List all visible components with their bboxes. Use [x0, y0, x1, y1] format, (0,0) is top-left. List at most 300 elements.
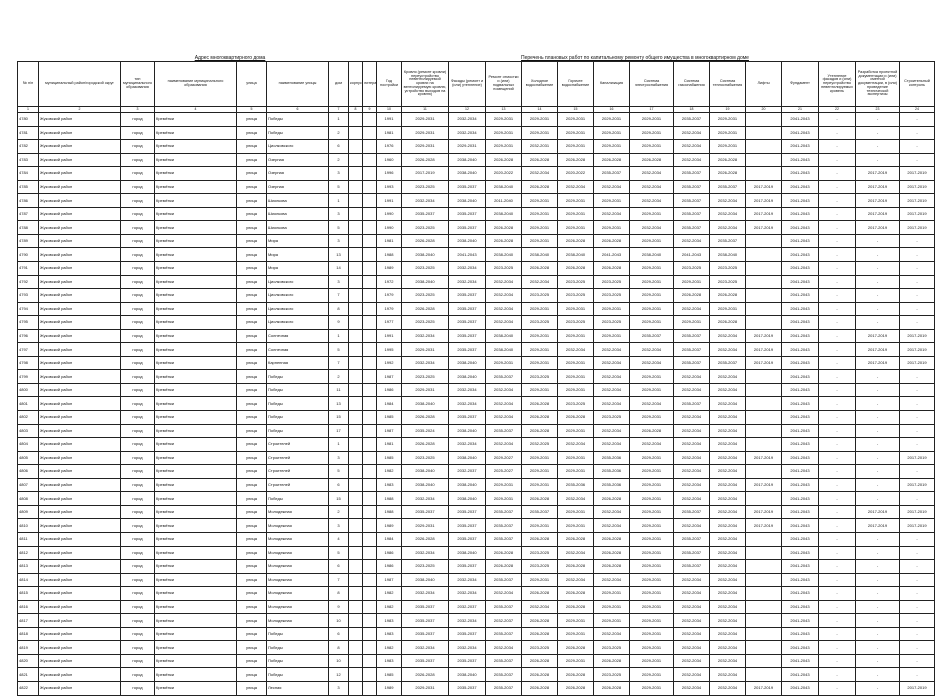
- table-cell: 2035-2037: [710, 356, 746, 370]
- column-number: 19: [710, 107, 746, 113]
- table-cell: город: [121, 465, 155, 479]
- table-cell: 2038-2040: [402, 248, 449, 262]
- table-cell: 3: [329, 451, 349, 465]
- table-cell: Жуковский район: [39, 573, 121, 587]
- table-cell: улица: [237, 113, 267, 127]
- table-cell: 2017-2019: [856, 505, 900, 519]
- table-cell: 2029-2031: [522, 573, 558, 587]
- table-cell: 2032-2034: [486, 587, 522, 601]
- table-cell: 2026-2028: [594, 681, 630, 695]
- table-cell: 2029-2031: [630, 207, 674, 221]
- table-cell: Кремёнки: [155, 343, 237, 357]
- table-cell: Мира: [267, 234, 329, 248]
- table-cell: Кремёнки: [155, 600, 237, 614]
- table-cell: [746, 316, 782, 330]
- table-cell: 2038-2040: [710, 248, 746, 262]
- column-number: 6: [267, 107, 329, 113]
- table-cell: улица: [237, 316, 267, 330]
- table-cell: 2029-2031: [630, 519, 674, 533]
- table-cell: 4784: [18, 167, 39, 181]
- table-cell: город: [121, 207, 155, 221]
- column-header: № п/п: [18, 62, 39, 107]
- table-cell: 4808: [18, 492, 39, 506]
- table-cell: 2017-2019: [402, 167, 449, 181]
- table-cell: 11: [329, 383, 349, 397]
- table-cell: [363, 180, 377, 194]
- table-row: [18, 397, 935, 411]
- column-header: улица: [237, 62, 267, 107]
- table-cell: 2041-2043: [782, 194, 819, 208]
- table-cell: 2029-2031: [630, 505, 674, 519]
- table-cell: [349, 194, 363, 208]
- table-cell: 2038-2040: [402, 465, 449, 479]
- column-header: Холодное водоснабжение: [522, 62, 558, 107]
- table-cell: 2041-2043: [782, 383, 819, 397]
- table-cell: 2032-2034: [402, 356, 449, 370]
- table-cell: 2032-2034: [710, 505, 746, 519]
- table-cell: 4783: [18, 153, 39, 167]
- table-cell: 2032-2034: [674, 424, 710, 438]
- table-cell: 2029-2031: [558, 654, 594, 668]
- table-cell: 2032-2034: [449, 275, 486, 289]
- table-cell: 2041-2043: [782, 505, 819, 519]
- table-cell: 2035-2037: [486, 519, 522, 533]
- table-cell: 2017-2019: [856, 221, 900, 235]
- column-number: 2: [39, 107, 121, 113]
- table-cell: 2026-2028: [522, 532, 558, 546]
- table-cell: улица: [237, 681, 267, 695]
- table-cell: 2029-2031: [402, 383, 449, 397]
- table-cell: 2017-2019: [900, 180, 935, 194]
- table-cell: 2017-2019: [746, 505, 782, 519]
- table-cell: 2041-2043: [782, 627, 819, 641]
- table-cell: 2029-2031: [594, 329, 630, 343]
- table-cell: 8: [329, 302, 349, 316]
- table-cell: 2023-2025: [558, 289, 594, 303]
- table-cell: 2023-2025: [674, 262, 710, 276]
- table-cell: 4813: [18, 560, 39, 574]
- table-cell: улица: [237, 492, 267, 506]
- table-cell: 2032-2031: [522, 140, 558, 154]
- table-cell: 4810: [18, 519, 39, 533]
- table-cell: -: [819, 329, 856, 343]
- table-row: [18, 614, 935, 628]
- table-cell: 4815: [18, 587, 39, 601]
- table-cell: [349, 275, 363, 289]
- table-cell: улица: [237, 465, 267, 479]
- table-cell: город: [121, 302, 155, 316]
- table-cell: -: [900, 275, 935, 289]
- table-cell: 2017-2019: [746, 478, 782, 492]
- table-cell: 13: [329, 397, 349, 411]
- table-cell: 3: [329, 275, 349, 289]
- table-cell: 2032-2034: [710, 546, 746, 560]
- table-cell: [349, 411, 363, 425]
- table-cell: 2035-2037: [402, 207, 449, 221]
- table-cell: 2035-2037: [674, 505, 710, 519]
- table-cell: 1984: [377, 532, 402, 546]
- table-cell: 2029-2031: [558, 113, 594, 127]
- table-cell: 2020-2022: [558, 167, 594, 181]
- table-cell: [349, 627, 363, 641]
- table-cell: -: [900, 492, 935, 506]
- column-header: Фасады (ремонт и (или) утепление): [449, 62, 486, 107]
- table-cell: -: [819, 600, 856, 614]
- table-cell: 2017-2019: [900, 519, 935, 533]
- table-cell: Строителей: [267, 465, 329, 479]
- table-cell: [349, 505, 363, 519]
- table-cell: улица: [237, 275, 267, 289]
- table-cell: 4819: [18, 641, 39, 655]
- table-cell: -: [900, 126, 935, 140]
- table-cell: 2029-2031: [594, 614, 630, 628]
- table-cell: 2026-2028: [594, 654, 630, 668]
- table-cell: 1977: [377, 316, 402, 330]
- table-cell: 2041-2043: [782, 302, 819, 316]
- table-cell: [349, 587, 363, 601]
- table-cell: 2032-2034: [449, 614, 486, 628]
- table-cell: 2029-2031: [594, 126, 630, 140]
- table-row: [18, 383, 935, 397]
- table-cell: 2038-2040: [402, 573, 449, 587]
- table-cell: город: [121, 383, 155, 397]
- capital-repair-table: [17, 61, 935, 696]
- table-cell: Жуковский район: [39, 668, 121, 682]
- table-cell: 2026-2028: [558, 587, 594, 601]
- table-cell: 2017-2019: [900, 451, 935, 465]
- table-cell: -: [819, 248, 856, 262]
- table-cell: -: [819, 519, 856, 533]
- table-cell: 2023-2025: [558, 397, 594, 411]
- table-cell: 2029-2031: [558, 140, 594, 154]
- table-cell: 2029-2031: [630, 316, 674, 330]
- table-row: [18, 411, 935, 425]
- table-cell: 2035-2037: [674, 207, 710, 221]
- table-cell: 2023-2025: [522, 546, 558, 560]
- table-cell: [746, 167, 782, 181]
- table-cell: 2032-2034: [710, 654, 746, 668]
- table-cell: 2041-2043: [782, 207, 819, 221]
- table-cell: 4806: [18, 465, 39, 479]
- table-cell: 2017-2019: [746, 519, 782, 533]
- table-cell: 2032-2034: [630, 180, 674, 194]
- column-header: дом: [329, 62, 349, 107]
- table-cell: 2035-2037: [449, 302, 486, 316]
- table-cell: 2029-2031: [710, 126, 746, 140]
- table-cell: 2026-2028: [522, 614, 558, 628]
- table-cell: 2029-2031: [630, 383, 674, 397]
- table-cell: [349, 532, 363, 546]
- table-cell: 2029-2031: [594, 194, 630, 208]
- table-cell: Кремёнки: [155, 221, 237, 235]
- table-cell: город: [121, 654, 155, 668]
- table-cell: [363, 248, 377, 262]
- table-cell: 2032-2034: [710, 614, 746, 628]
- table-cell: 2032-2034: [674, 383, 710, 397]
- table-cell: Жуковский район: [39, 411, 121, 425]
- table-cell: 2035-2037: [486, 532, 522, 546]
- table-cell: 2041-2043: [782, 248, 819, 262]
- table-cell: 4803: [18, 424, 39, 438]
- table-cell: Жуковский район: [39, 289, 121, 303]
- table-row: [18, 140, 935, 154]
- table-cell: 2032-2034: [710, 560, 746, 574]
- table-cell: 2029-2031: [630, 451, 674, 465]
- table-cell: Кремёнки: [155, 614, 237, 628]
- table-cell: 2038-2040: [449, 546, 486, 560]
- table-cell: Кремёнки: [155, 113, 237, 127]
- table-cell: Жуковский район: [39, 600, 121, 614]
- table-cell: 2029-2031: [630, 560, 674, 574]
- table-cell: -: [856, 411, 900, 425]
- table-cell: 2029-2027: [486, 451, 522, 465]
- column-number: 8: [349, 107, 363, 113]
- table-cell: улица: [237, 641, 267, 655]
- table-cell: Кремёнки: [155, 668, 237, 682]
- table-cell: [746, 465, 782, 479]
- table-cell: 4781: [18, 126, 39, 140]
- table-cell: 2029-2031: [558, 451, 594, 465]
- table-cell: 1989: [377, 681, 402, 695]
- table-cell: 1981: [377, 438, 402, 452]
- table-cell: 2029-2031: [522, 126, 558, 140]
- table-cell: Циолковского: [267, 302, 329, 316]
- table-row: [18, 248, 935, 262]
- table-cell: 2017-2019: [856, 343, 900, 357]
- table-cell: [363, 194, 377, 208]
- table-cell: 5: [329, 546, 349, 560]
- table-cell: Жуковский район: [39, 505, 121, 519]
- table-cell: -: [900, 140, 935, 154]
- table-cell: город: [121, 573, 155, 587]
- table-cell: 1996: [377, 167, 402, 181]
- table-cell: [349, 681, 363, 695]
- table-cell: 2029-2031: [630, 113, 674, 127]
- table-cell: 1981: [377, 234, 402, 248]
- table-cell: улица: [237, 668, 267, 682]
- table-cell: 1995: [377, 343, 402, 357]
- table-cell: Победы: [267, 411, 329, 425]
- table-cell: 2023-2025: [710, 275, 746, 289]
- table-cell: 2017-2019: [746, 451, 782, 465]
- table-cell: Победы: [267, 668, 329, 682]
- table-cell: 1985: [377, 668, 402, 682]
- table-cell: 2: [329, 505, 349, 519]
- address-group-title: Адрес многоквартирного дома: [194, 55, 266, 61]
- table-row: [18, 194, 935, 208]
- table-cell: 1987: [377, 573, 402, 587]
- table-cell: 2017-2019: [856, 207, 900, 221]
- table-cell: город: [121, 492, 155, 506]
- table-cell: 2029-2031: [594, 302, 630, 316]
- table-cell: 2029-2031: [522, 302, 558, 316]
- table-cell: 2041-2043: [782, 492, 819, 506]
- table-cell: 1984: [377, 397, 402, 411]
- table-cell: [363, 465, 377, 479]
- table-cell: Кремёнки: [155, 275, 237, 289]
- table-cell: 2041-2043: [782, 289, 819, 303]
- table-cell: -: [819, 641, 856, 655]
- table-cell: 2032-2034: [710, 438, 746, 452]
- table-cell: город: [121, 140, 155, 154]
- table-cell: Победы: [267, 627, 329, 641]
- table-cell: [746, 397, 782, 411]
- table-cell: 2032-2034: [710, 532, 746, 546]
- table-cell: улица: [237, 262, 267, 276]
- table-row: [18, 627, 935, 641]
- table-cell: -: [900, 424, 935, 438]
- column-number: 5: [237, 107, 267, 113]
- table-cell: 2032-2034: [402, 492, 449, 506]
- table-cell: 2032-2034: [710, 465, 746, 479]
- table-cell: Молодежная: [267, 519, 329, 533]
- table-cell: 2029-2031: [402, 681, 449, 695]
- table-cell: [746, 600, 782, 614]
- table-cell: Жуковский район: [39, 383, 121, 397]
- table-cell: 2035-2037: [674, 221, 710, 235]
- table-row: [18, 560, 935, 574]
- table-row: [18, 207, 935, 221]
- table-cell: 8: [329, 587, 349, 601]
- table-cell: улица: [237, 153, 267, 167]
- table-cell: 2026-2028: [402, 668, 449, 682]
- table-cell: 2032-2034: [486, 383, 522, 397]
- table-cell: 2041-2043: [782, 478, 819, 492]
- table-cell: Кремёнки: [155, 560, 237, 574]
- table-cell: 3: [329, 681, 349, 695]
- table-cell: Циолковского: [267, 140, 329, 154]
- table-cell: 2032-2034: [674, 140, 710, 154]
- table-cell: [349, 519, 363, 533]
- table-cell: 2032-2034: [710, 573, 746, 587]
- table-cell: город: [121, 587, 155, 601]
- table-cell: [363, 438, 377, 452]
- table-row: [18, 302, 935, 316]
- table-cell: [746, 234, 782, 248]
- table-cell: 5: [329, 180, 349, 194]
- table-cell: Кремёнки: [155, 411, 237, 425]
- table-cell: 2026-2028: [558, 234, 594, 248]
- table-row: [18, 289, 935, 303]
- table-cell: Кремёнки: [155, 153, 237, 167]
- table-cell: Озерная: [267, 167, 329, 181]
- table-cell: 2029-2031: [630, 140, 674, 154]
- table-cell: 2032-2034: [674, 465, 710, 479]
- table-cell: -: [900, 641, 935, 655]
- column-number: 22: [819, 107, 856, 113]
- table-cell: 2026-2028: [402, 153, 449, 167]
- table-cell: 1986: [377, 383, 402, 397]
- table-cell: 2017-2019: [746, 194, 782, 208]
- table-cell: 2026-2028: [522, 587, 558, 601]
- table-cell: 2032-2034: [594, 519, 630, 533]
- table-cell: 2029-2031: [522, 194, 558, 208]
- table-cell: 2035-2037: [522, 505, 558, 519]
- table-cell: -: [856, 275, 900, 289]
- table-cell: 2026-2028: [710, 167, 746, 181]
- table-cell: 2041-2043: [782, 343, 819, 357]
- table-cell: 2029-2031: [522, 519, 558, 533]
- table-cell: 2029-2031: [630, 668, 674, 682]
- table-cell: -: [856, 113, 900, 127]
- table-cell: [349, 343, 363, 357]
- table-cell: город: [121, 681, 155, 695]
- column-header: корпус: [349, 62, 363, 107]
- table-cell: 2020-2022: [486, 167, 522, 181]
- table-cell: 2041-2043: [782, 654, 819, 668]
- table-cell: 2032-2034: [674, 600, 710, 614]
- table-cell: Жуковский район: [39, 397, 121, 411]
- table-cell: 2023-2025: [402, 262, 449, 276]
- table-cell: 4817: [18, 614, 39, 628]
- table-cell: -: [900, 370, 935, 384]
- table-cell: 4793: [18, 289, 39, 303]
- table-cell: Победы: [267, 654, 329, 668]
- table-cell: 2023-2025: [522, 560, 558, 574]
- table-cell: [746, 289, 782, 303]
- table-cell: 2032-2034: [558, 438, 594, 452]
- table-cell: 4788: [18, 221, 39, 235]
- table-cell: 12: [329, 668, 349, 682]
- table-cell: 2038-2040: [449, 370, 486, 384]
- table-cell: 2029-2031: [486, 478, 522, 492]
- table-cell: улица: [237, 560, 267, 574]
- table-cell: 2023-2025: [522, 641, 558, 655]
- table-cell: 2032-2034: [594, 383, 630, 397]
- table-cell: 2017-2019: [900, 221, 935, 235]
- table-cell: улица: [237, 194, 267, 208]
- table-cell: 2035-2037: [449, 519, 486, 533]
- column-number: 7: [329, 107, 349, 113]
- table-cell: 6: [329, 560, 349, 574]
- table-cell: город: [121, 370, 155, 384]
- table-cell: 1993: [377, 180, 402, 194]
- table-cell: [349, 614, 363, 628]
- table-cell: город: [121, 356, 155, 370]
- table-cell: -: [900, 532, 935, 546]
- table-row: [18, 126, 935, 140]
- table-cell: [363, 275, 377, 289]
- table-cell: 4807: [18, 478, 39, 492]
- table-row: [18, 343, 935, 357]
- table-cell: -: [856, 370, 900, 384]
- table-cell: Шиолкова: [267, 221, 329, 235]
- table-cell: улица: [237, 519, 267, 533]
- table-cell: 10: [329, 614, 349, 628]
- table-cell: 4792: [18, 275, 39, 289]
- table-cell: [746, 614, 782, 628]
- table-cell: [349, 478, 363, 492]
- table-cell: [363, 505, 377, 519]
- table-cell: Кремёнки: [155, 532, 237, 546]
- table-cell: 2029-2031: [630, 370, 674, 384]
- table-cell: 2029-2031: [630, 465, 674, 479]
- table-cell: улица: [237, 329, 267, 343]
- table-cell: 2032-2034: [710, 641, 746, 655]
- table-cell: 2041-2043: [782, 438, 819, 452]
- table-cell: 2029-2031: [630, 275, 674, 289]
- table-cell: 2029-2031: [594, 221, 630, 235]
- table-cell: [349, 329, 363, 343]
- table-cell: улица: [237, 140, 267, 154]
- table-cell: 1979: [377, 289, 402, 303]
- table-cell: 2029-2031: [558, 370, 594, 384]
- table-cell: 2032-2034: [486, 397, 522, 411]
- table-cell: -: [856, 153, 900, 167]
- column-header: Строительный контроль: [900, 62, 935, 107]
- table-cell: 2032-2034: [710, 627, 746, 641]
- table-cell: 2032-2034: [674, 153, 710, 167]
